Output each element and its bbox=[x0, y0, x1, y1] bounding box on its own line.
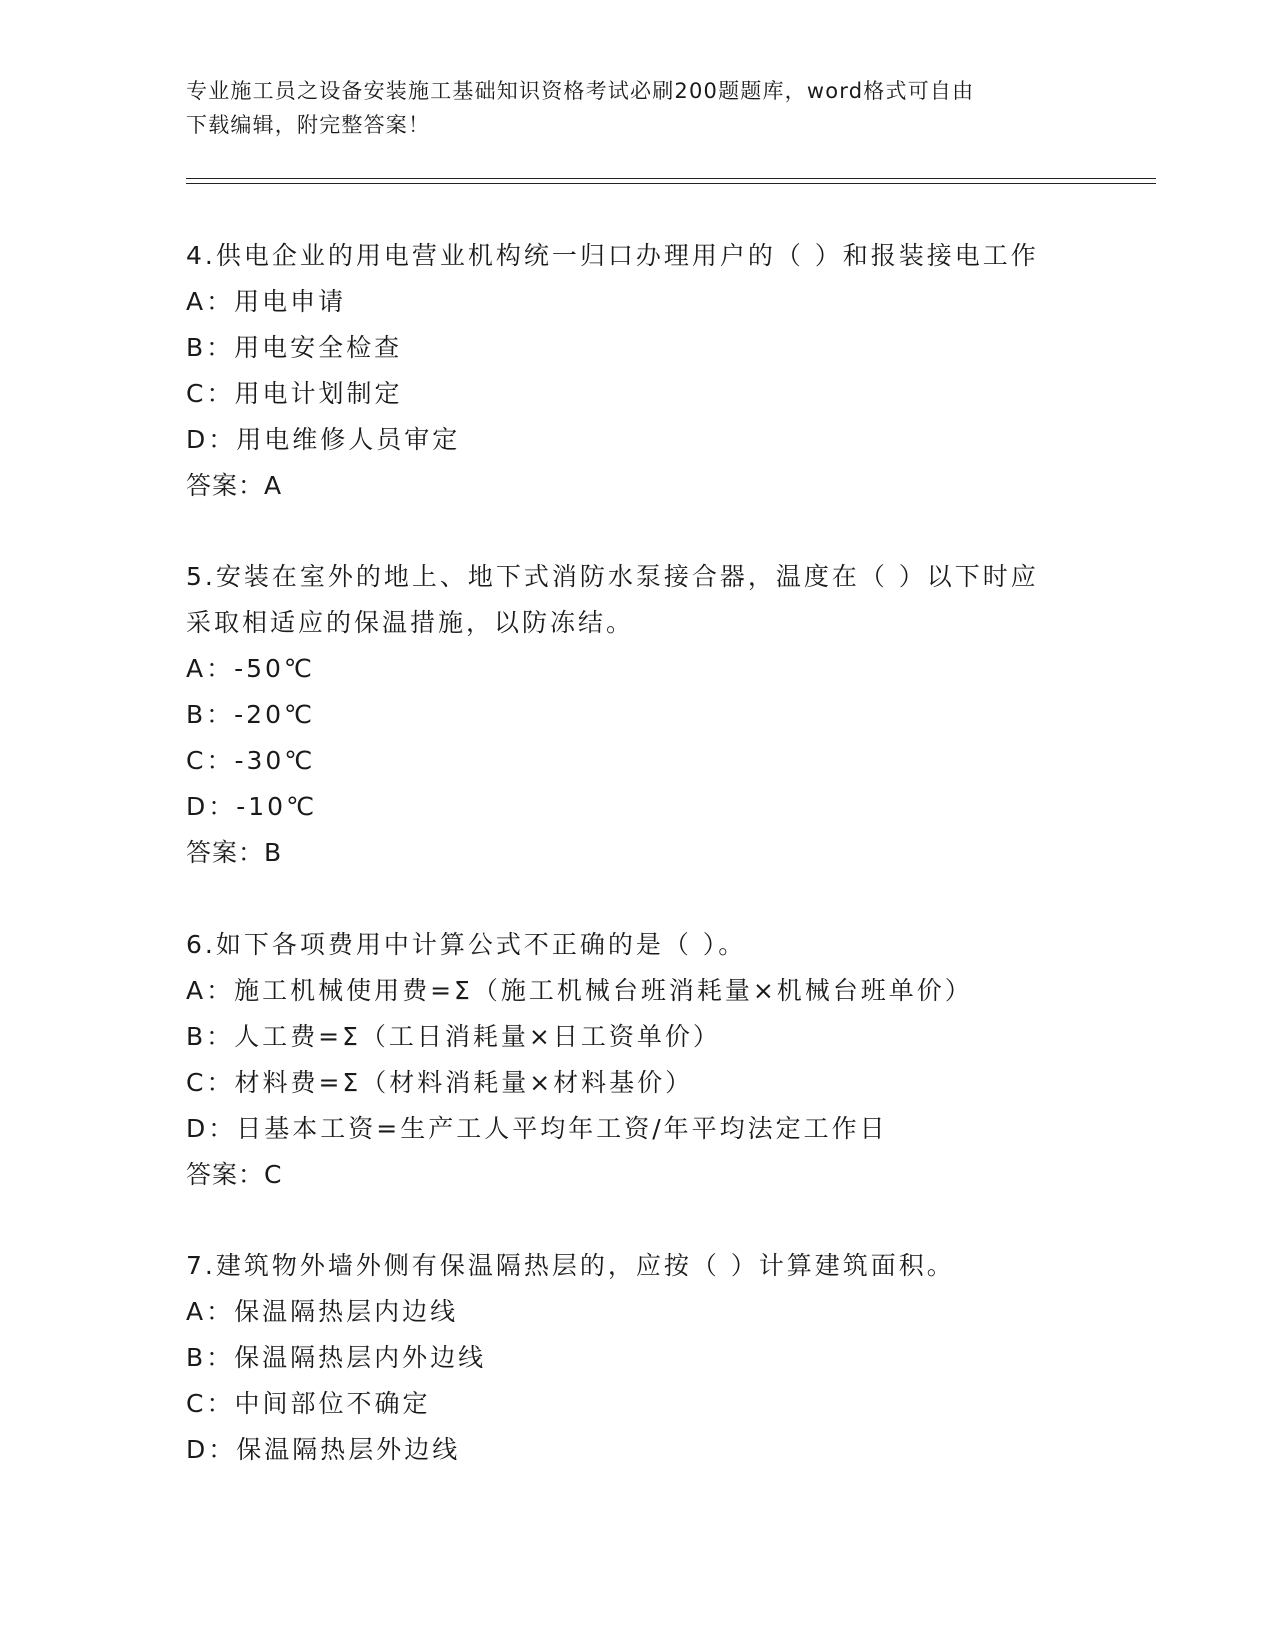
option-a: A：-50℃ bbox=[186, 654, 316, 683]
header-line-1: 专业施工员之设备安装施工基础知识资格考试必刷200题题库，word格式可自由 bbox=[186, 79, 975, 103]
header-divider-top bbox=[186, 178, 1156, 179]
option-a: A：施工机械使用费=Σ（施工机械台班消耗量×机械台班单价） bbox=[186, 976, 973, 1005]
option-b: B：-20℃ bbox=[186, 700, 316, 729]
question-stem bbox=[186, 233, 1086, 279]
option-d: D：用电维修人员审定 bbox=[186, 425, 461, 454]
stem-line: 7.建筑物外墙外侧有保温隔热层的，应按（ ）计算建筑面积。 bbox=[186, 1251, 955, 1280]
answer-label: 答案：A bbox=[186, 471, 283, 500]
question-7 bbox=[186, 1243, 1086, 1473]
option-b: B：用电安全检查 bbox=[186, 333, 403, 362]
option-c: C：中间部位不确定 bbox=[186, 1389, 431, 1418]
header-line-2: 下载编辑，附完整答案！ bbox=[186, 113, 431, 137]
stem-line: 5.安装在室外的地上、地下式消防水泵接合器，温度在（ ）以下时应 bbox=[186, 562, 1039, 591]
question-6 bbox=[186, 922, 1086, 1198]
option-b: B：人工费=Σ（工日消耗量×日工资单价） bbox=[186, 1022, 721, 1051]
option-c: C：用电计划制定 bbox=[186, 379, 403, 408]
option-d: D：保温隔热层外边线 bbox=[186, 1435, 461, 1464]
question-4 bbox=[186, 233, 1086, 509]
stem-line: 6.如下各项费用中计算公式不正确的是（ ）。 bbox=[186, 930, 747, 959]
option-d: D：日基本工资=生产工人平均年工资/年平均法定工作日 bbox=[186, 1114, 888, 1143]
question-stem bbox=[186, 922, 1086, 968]
option-c: C：-30℃ bbox=[186, 746, 316, 775]
answer-label: 答案：B bbox=[186, 838, 283, 867]
document-header bbox=[186, 74, 1086, 142]
option-d: D：-10℃ bbox=[186, 792, 318, 821]
answer-label: 答案：C bbox=[186, 1160, 283, 1189]
option-c: C：材料费=Σ（材料消耗量×材料基价） bbox=[186, 1068, 694, 1097]
option-a: A：保温隔热层内边线 bbox=[186, 1297, 459, 1326]
option-a: A：用电申请 bbox=[186, 287, 347, 316]
question-stem bbox=[186, 1243, 1086, 1289]
stem-line: 采取相适应的保温措施，以防冻结。 bbox=[186, 608, 635, 637]
question-stem bbox=[186, 554, 1086, 646]
header-divider-bottom bbox=[186, 183, 1156, 184]
option-b: B：保温隔热层内外边线 bbox=[186, 1343, 487, 1372]
stem-line: 4.供电企业的用电营业机构统一归口办理用户的（ ）和报装接电工作 bbox=[186, 241, 1039, 270]
question-5 bbox=[186, 554, 1086, 876]
